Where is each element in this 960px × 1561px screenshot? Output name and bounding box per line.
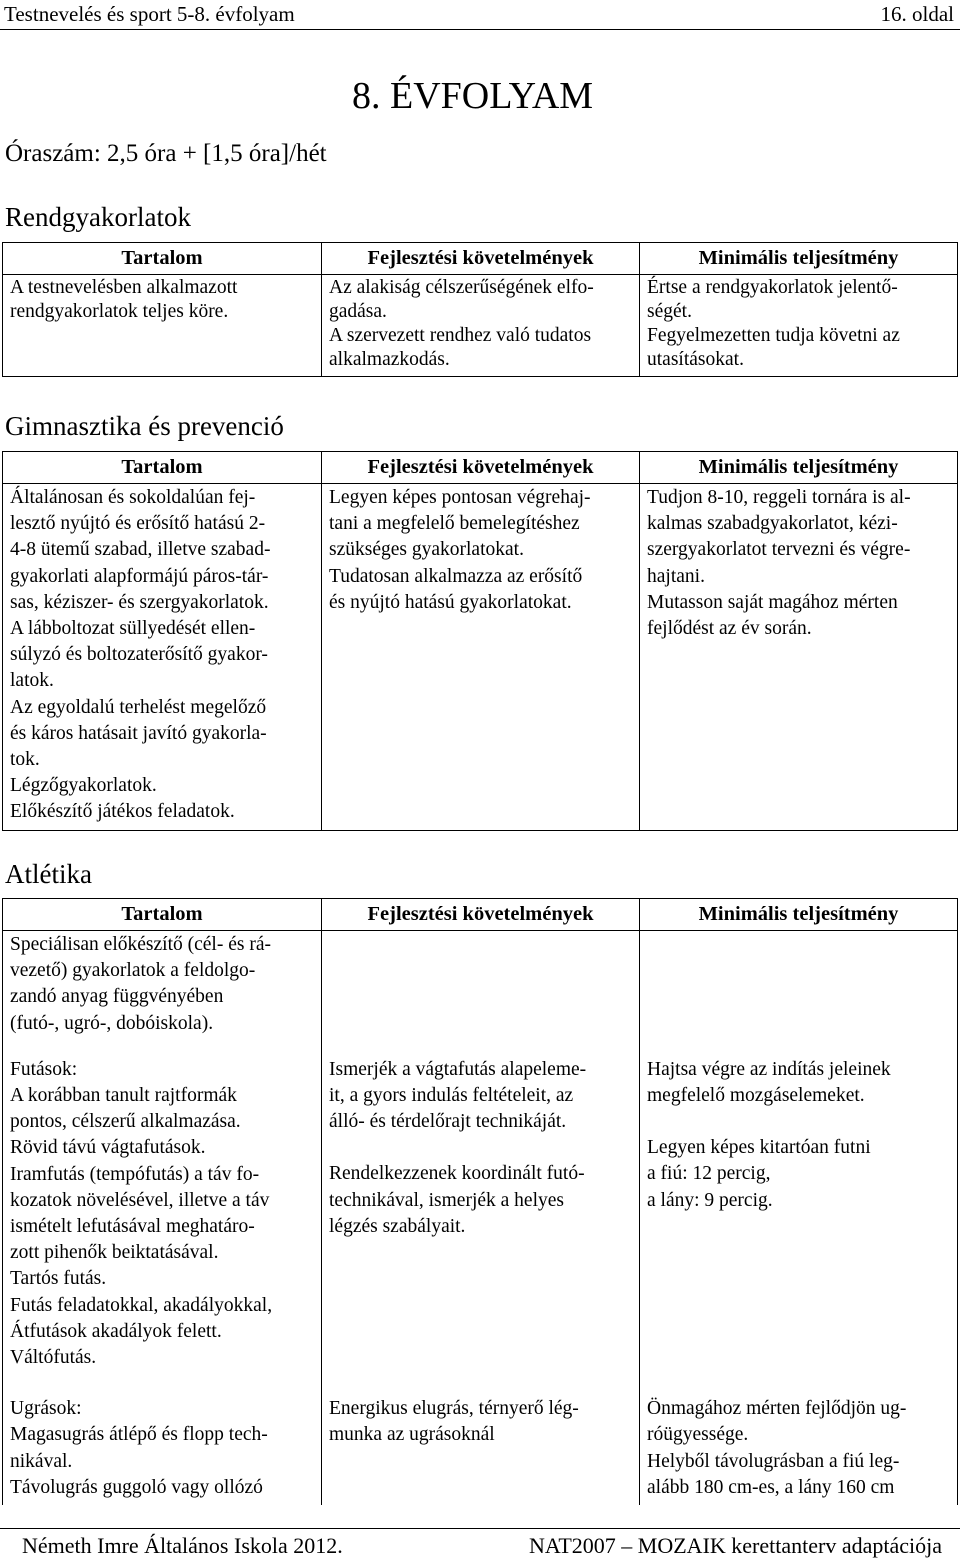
text-line: fejlődést az év során. bbox=[647, 618, 812, 640]
text-line: alább 180 cm-es, a lány 160 cm bbox=[647, 1476, 895, 1498]
cell-tartalom bbox=[3, 275, 322, 377]
text-line: Önmagához mérten fejlődjön ug- bbox=[647, 1398, 907, 1420]
col-header-minimalis: Minimális teljesítmény bbox=[640, 899, 958, 931]
grade-title: 8. ÉVFOLYAM bbox=[352, 75, 594, 117]
text-line: Légzőgyakorlatok. bbox=[10, 775, 157, 797]
text-line: Fegyelmezetten tudja követni az bbox=[647, 325, 900, 346]
text-line: hajtani. bbox=[647, 565, 705, 587]
text-line: légzés szabályait. bbox=[329, 1215, 466, 1237]
text-line: Az alakiság célszerűségének elfo- bbox=[329, 277, 594, 298]
text-line: A szervezett rendhez való tudatos bbox=[329, 325, 592, 346]
text-line: szükséges gyakorlatokat. bbox=[329, 539, 524, 561]
table-header-row bbox=[3, 899, 958, 931]
text-line: szergyakorlatot tervezni és végre- bbox=[647, 539, 911, 561]
table-header-row bbox=[3, 243, 958, 275]
text-block bbox=[647, 1135, 950, 1214]
text-line: álló- és térdelőrajt technikáját. bbox=[329, 1111, 567, 1133]
section-title-rendgyakorlatok: Rendgyakorlatok bbox=[5, 202, 191, 232]
text-line: ismételt lefutásával meghatáro- bbox=[10, 1216, 255, 1238]
text-line: tok. bbox=[10, 749, 40, 771]
col-header-fejlesztesi: Fejlesztési követelmények bbox=[322, 899, 640, 931]
col-header-tartalom: Tartalom bbox=[3, 899, 322, 931]
cell-tartalom bbox=[3, 484, 322, 831]
col-header-minimalis: Minimális teljesítmény bbox=[640, 452, 958, 484]
text-line: Iramfutás (tempófutás) a táv fo- bbox=[10, 1163, 260, 1185]
text-line: súlyzó és boltozaterősítő gyakor- bbox=[10, 644, 268, 666]
table-atletika bbox=[2, 898, 958, 1505]
text-line: Váltófutás. bbox=[10, 1347, 97, 1369]
text-line: it, a gyors indulás feltételeit, az bbox=[329, 1085, 574, 1107]
cell-ugrasok-minimalis bbox=[640, 1375, 958, 1505]
text-line: A korábban tanult rajtformák bbox=[10, 1085, 237, 1107]
cell-fejlesztesi bbox=[322, 484, 640, 831]
cell-fejlesztesi bbox=[322, 931, 640, 1041]
cell-ugrasok-fejlesztesi bbox=[322, 1375, 640, 1505]
col-header-minimalis: Minimális teljesítmény bbox=[640, 243, 958, 275]
text-line: A lábboltozat süllyedését ellen- bbox=[10, 618, 256, 640]
table-row bbox=[3, 275, 958, 377]
col-header-fejlesztesi: Fejlesztési követelmények bbox=[322, 452, 640, 484]
footer-rule bbox=[0, 1528, 960, 1529]
text-line: zott pihenők beiktatásával. bbox=[10, 1242, 219, 1264]
text-block bbox=[329, 1161, 632, 1240]
table-rendgyakorlatok bbox=[2, 242, 958, 377]
text-line: Tudjon 8-10, reggeli tornára is al- bbox=[647, 487, 911, 508]
text-line: Ugrások: bbox=[10, 1398, 82, 1420]
text-line: Előkészítő játékos feladatok. bbox=[10, 801, 235, 823]
text-line: Rövid távú vágtafutások. bbox=[10, 1137, 206, 1159]
text-line: Helyből távolugrásban a fiú leg- bbox=[647, 1450, 900, 1472]
cell-tartalom bbox=[3, 931, 322, 1041]
text-line: lesztő nyújtó és erősítő hatású 2- bbox=[10, 513, 266, 535]
text-line: alkalmazkodás. bbox=[329, 349, 450, 370]
text-line: és nyújtó hatású gyakorlatokat. bbox=[329, 591, 572, 613]
text-line: sas, kéziszer- és szergyakorlatok. bbox=[10, 591, 269, 613]
text-line: nikával. bbox=[10, 1450, 73, 1472]
text-line: a lány: 9 percig. bbox=[647, 1189, 773, 1211]
text-line: a fiú: 12 percig, bbox=[647, 1163, 771, 1185]
weekly-hours: Óraszám: 2,5 óra + [1,5 óra]/hét bbox=[5, 140, 327, 167]
table-row bbox=[3, 1041, 958, 1375]
cell-ugrasok bbox=[3, 1375, 322, 1505]
cell-minimalis bbox=[640, 275, 958, 377]
footer-school: Németh Imre Általános Iskola 2012. bbox=[22, 1533, 343, 1558]
text-line: róügyessége. bbox=[647, 1424, 749, 1446]
text-line: A testnevelésben alkalmazott bbox=[10, 277, 238, 298]
text-line: tani a megfelelő bemelegítéshez bbox=[329, 513, 580, 535]
table-gimnasztika bbox=[2, 451, 958, 831]
text-line: gyakorlati alapformájú páros-tár- bbox=[10, 565, 269, 587]
text-line: munka az ugrásoknál bbox=[329, 1424, 495, 1446]
cell-minimalis bbox=[640, 484, 958, 831]
section-title-gimnasztika: Gimnasztika és prevenció bbox=[5, 411, 284, 441]
text-line: ségét. bbox=[647, 301, 692, 322]
text-line: Mutasson saját magához mérten bbox=[647, 591, 898, 613]
text-line: vezető) gyakorlatok a feldolgo- bbox=[10, 960, 256, 982]
header-title: Testnevelés és sport 5-8. évfolyam bbox=[4, 2, 295, 26]
text-line: technikával, ismerjék a helyes bbox=[329, 1189, 564, 1211]
text-line: Magasugrás átlépő és flopp tech- bbox=[10, 1424, 268, 1446]
text-line: pontos, célszerű alkalmazása. bbox=[10, 1111, 241, 1133]
text-line: Átfutások akadályok felett. bbox=[10, 1320, 222, 1342]
text-block bbox=[647, 1057, 950, 1109]
text-line: kalmas szabadgyakorlatot, kézi- bbox=[647, 513, 898, 535]
table-row bbox=[3, 484, 958, 831]
text-line: Értse a rendgyakorlatok jelentő- bbox=[647, 277, 898, 298]
cell-futasok-fejlesztesi bbox=[322, 1041, 640, 1375]
page-number: 16. oldal bbox=[880, 2, 954, 26]
header-rule bbox=[0, 29, 960, 30]
text-line: kozatok növelésével, illetve a táv bbox=[10, 1189, 270, 1211]
col-header-tartalom: Tartalom bbox=[3, 452, 322, 484]
text-line: Speciálisan előkészítő (cél- és rá- bbox=[10, 934, 271, 955]
text-line: Általánosan és sokoldalúan fej- bbox=[10, 487, 256, 508]
text-line: és káros hatásait javító gyakorla- bbox=[10, 722, 267, 744]
page-header bbox=[0, 0, 960, 30]
cell-futasok-minimalis bbox=[640, 1041, 958, 1375]
section-title-atletika: Atlétika bbox=[5, 859, 92, 889]
text-line: Hajtsa végre az indítás jeleinek bbox=[647, 1058, 891, 1080]
col-header-fejlesztesi: Fejlesztési követelmények bbox=[322, 243, 640, 275]
text-line: megfelelő mozgáselemeket. bbox=[647, 1085, 865, 1107]
text-block bbox=[329, 1057, 632, 1136]
footer-source: NAT2007 – MOZAIK kerettanterv adaptációja bbox=[529, 1533, 942, 1558]
text-line: Tudatosan alkalmazza az erősítő bbox=[329, 565, 583, 587]
cell-minimalis bbox=[640, 931, 958, 1041]
text-line: Legyen képes pontosan végrehaj- bbox=[329, 487, 591, 508]
text-line: utasításokat. bbox=[647, 349, 744, 370]
text-line: zandó anyag függvényében bbox=[10, 986, 224, 1008]
text-line: Távolugrás guggoló vagy ollózó bbox=[10, 1476, 263, 1498]
cell-fejlesztesi bbox=[322, 275, 640, 377]
text-line: Rendelkezzenek koordinált futó- bbox=[329, 1163, 585, 1185]
text-line: Ismerjék a vágtafutás alapeleme- bbox=[329, 1058, 587, 1080]
text-line: gadása. bbox=[329, 301, 387, 322]
cell-futasok bbox=[3, 1041, 322, 1375]
col-header-tartalom: Tartalom bbox=[3, 243, 322, 275]
table-row bbox=[3, 931, 958, 1041]
text-line: Energikus elugrás, térnyerő lég- bbox=[329, 1398, 579, 1420]
page-footer bbox=[0, 1528, 960, 1561]
text-line: latok. bbox=[10, 670, 54, 692]
text-line: rendgyakorlatok teljes köre. bbox=[10, 301, 229, 322]
text-line: Tartós futás. bbox=[10, 1268, 107, 1290]
table-header-row bbox=[3, 452, 958, 484]
text-line: Futás feladatokkal, akadályokkal, bbox=[10, 1294, 273, 1316]
text-line: 4-8 ütemű szabad, illetve szabad- bbox=[10, 539, 271, 561]
text-line: (futó-, ugró-, dobóiskola). bbox=[10, 1012, 214, 1034]
text-line: Futások: bbox=[10, 1058, 78, 1080]
text-line: Az egyoldalú terhelést megelőző bbox=[10, 696, 267, 718]
table-row bbox=[3, 1375, 958, 1505]
text-line: Legyen képes kitartóan futni bbox=[647, 1137, 871, 1159]
